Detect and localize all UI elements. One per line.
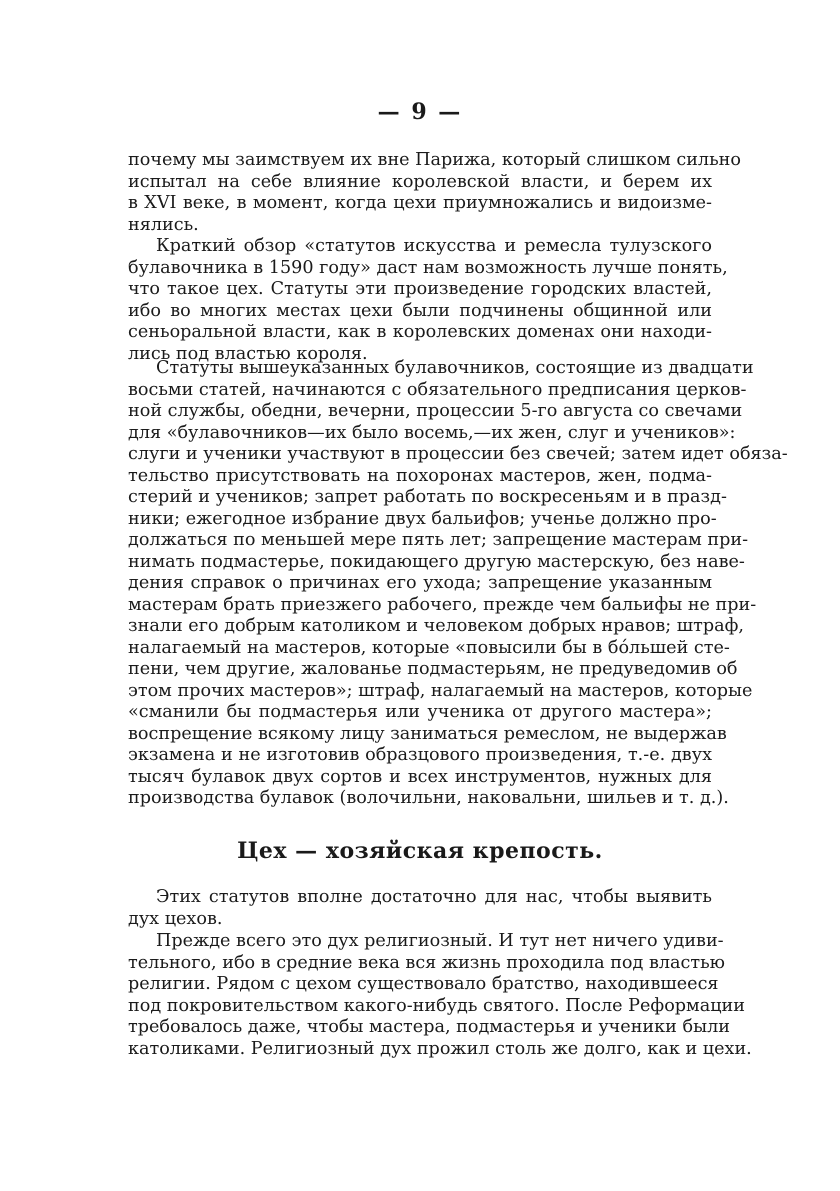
text-line: экзамена и не изготовив образцового произведения, т.-е. двух bbox=[128, 745, 712, 765]
paragraph-statutes-overview bbox=[128, 236, 728, 365]
text-line: производства булавок (волочильни, наковальни, шильев и т. д.). bbox=[128, 788, 729, 808]
text-line: для «булавочников—их было восемь,—их жен, слуг и учеников»: bbox=[128, 422, 736, 443]
text-line: тельного, ибо в средние века вся жизнь проходила под властью bbox=[128, 952, 725, 973]
text-line: «сманили бы подмастерья или ученика от другого мастера»; bbox=[128, 702, 712, 722]
text-line: требовалось даже, чтобы мастера, подмастерья и ученики были bbox=[128, 1017, 730, 1037]
text-line: Краткий обзор «статутов искусства и ремесла тулузского bbox=[156, 236, 712, 256]
text-line: религии. Рядом с цехом существовало братство, находившееся bbox=[128, 974, 719, 994]
text-line: знали его добрым католиком и человеком добрых нравов; штраф, bbox=[128, 616, 744, 636]
text-line: налагаемый на мастеров, которые «повысили бы в бо́льшей сте- bbox=[128, 637, 730, 658]
text-line: пени, чем другие, жалованье подмастерьям, не предуведомив об bbox=[128, 659, 738, 679]
text-line: нялись. bbox=[128, 214, 199, 235]
text-line: Этих статутов вполне достаточно для нас, чтобы выявить bbox=[156, 887, 712, 907]
text-line: католиками. Религиозный дух прожил столь же долго, как и цехи. bbox=[128, 1038, 752, 1059]
page-number: — 9 — bbox=[377, 99, 463, 125]
text-line: восьми статей, начинаются с обязательного предписания церков- bbox=[128, 379, 747, 400]
text-line: мастерам брать приезжего рабочего, прежде чем бальифы не при- bbox=[128, 594, 757, 615]
section-heading: Цех — хозяйская крепость. bbox=[237, 838, 603, 864]
text-line: тельство присутствовать на похоронах мастеров, жен, подма- bbox=[128, 465, 712, 486]
text-line: лись под властью короля. bbox=[128, 343, 368, 364]
text-line: Прежде всего это дух религиозный. И тут нет ничего удиви- bbox=[156, 931, 724, 951]
text-line: испытал на себе влияние королевской власти, и берем их bbox=[128, 171, 712, 192]
text-line: почему мы заимствуем их вне Парижа, который слишком сильно bbox=[128, 150, 741, 170]
text-line: ной службы, обедни, вечерни, процессии 5-го августа со свечами bbox=[128, 401, 743, 421]
text-line: нимать подмастерье, покидающего другую мастерскую, без наве- bbox=[128, 551, 745, 572]
paragraph-spirit-intro bbox=[128, 887, 712, 930]
text-line: тысяч булавок двух сортов и всех инструментов, нужных для bbox=[128, 766, 712, 787]
text-line: ибо во многих местах цехи были подчинены общинной или bbox=[128, 300, 712, 321]
text-line: в XVI веке, в момент, когда цехи приумножались и видоизме- bbox=[128, 193, 712, 213]
text-line: Статуты вышеуказанных булавочников, состоящие из двадцати bbox=[156, 358, 754, 378]
paragraph-continuation bbox=[128, 150, 741, 236]
text-line: воспрещение всякому лицу заниматься ремеслом, не выдержав bbox=[128, 723, 727, 744]
text-line: сеньоральной власти, как в королевских доменах они находи- bbox=[128, 322, 712, 342]
paragraph-religious-spirit bbox=[128, 931, 752, 1060]
paragraph-statutes-detail bbox=[128, 358, 788, 810]
text-line: должаться по меньшей мере пять лет; запрещение мастерам при- bbox=[128, 530, 749, 550]
text-line: что такое цех. Статуты эти произведение городских властей, bbox=[128, 279, 712, 299]
text-line: булавочника в 1590 году» даст нам возможность лучше понять, bbox=[128, 257, 728, 278]
text-line: дух цехов. bbox=[128, 908, 223, 929]
text-line: слуги и ученики участвуют в процессии без свечей; затем идет обяза- bbox=[128, 444, 788, 464]
text-line: стерий и учеников; запрет работать по воскресеньям и в празд- bbox=[128, 487, 727, 507]
text-line: под покровительством какого-нибудь святого. После Реформации bbox=[128, 995, 746, 1016]
text-line: дения справок о причинах его ухода; запрещение указанным bbox=[128, 573, 712, 593]
text-line: ники; ежегодное избрание двух бальифов; ученье должно про- bbox=[128, 508, 717, 529]
text-line: этом прочих мастеров»; штраф, налагаемый на мастеров, которые bbox=[128, 680, 753, 701]
